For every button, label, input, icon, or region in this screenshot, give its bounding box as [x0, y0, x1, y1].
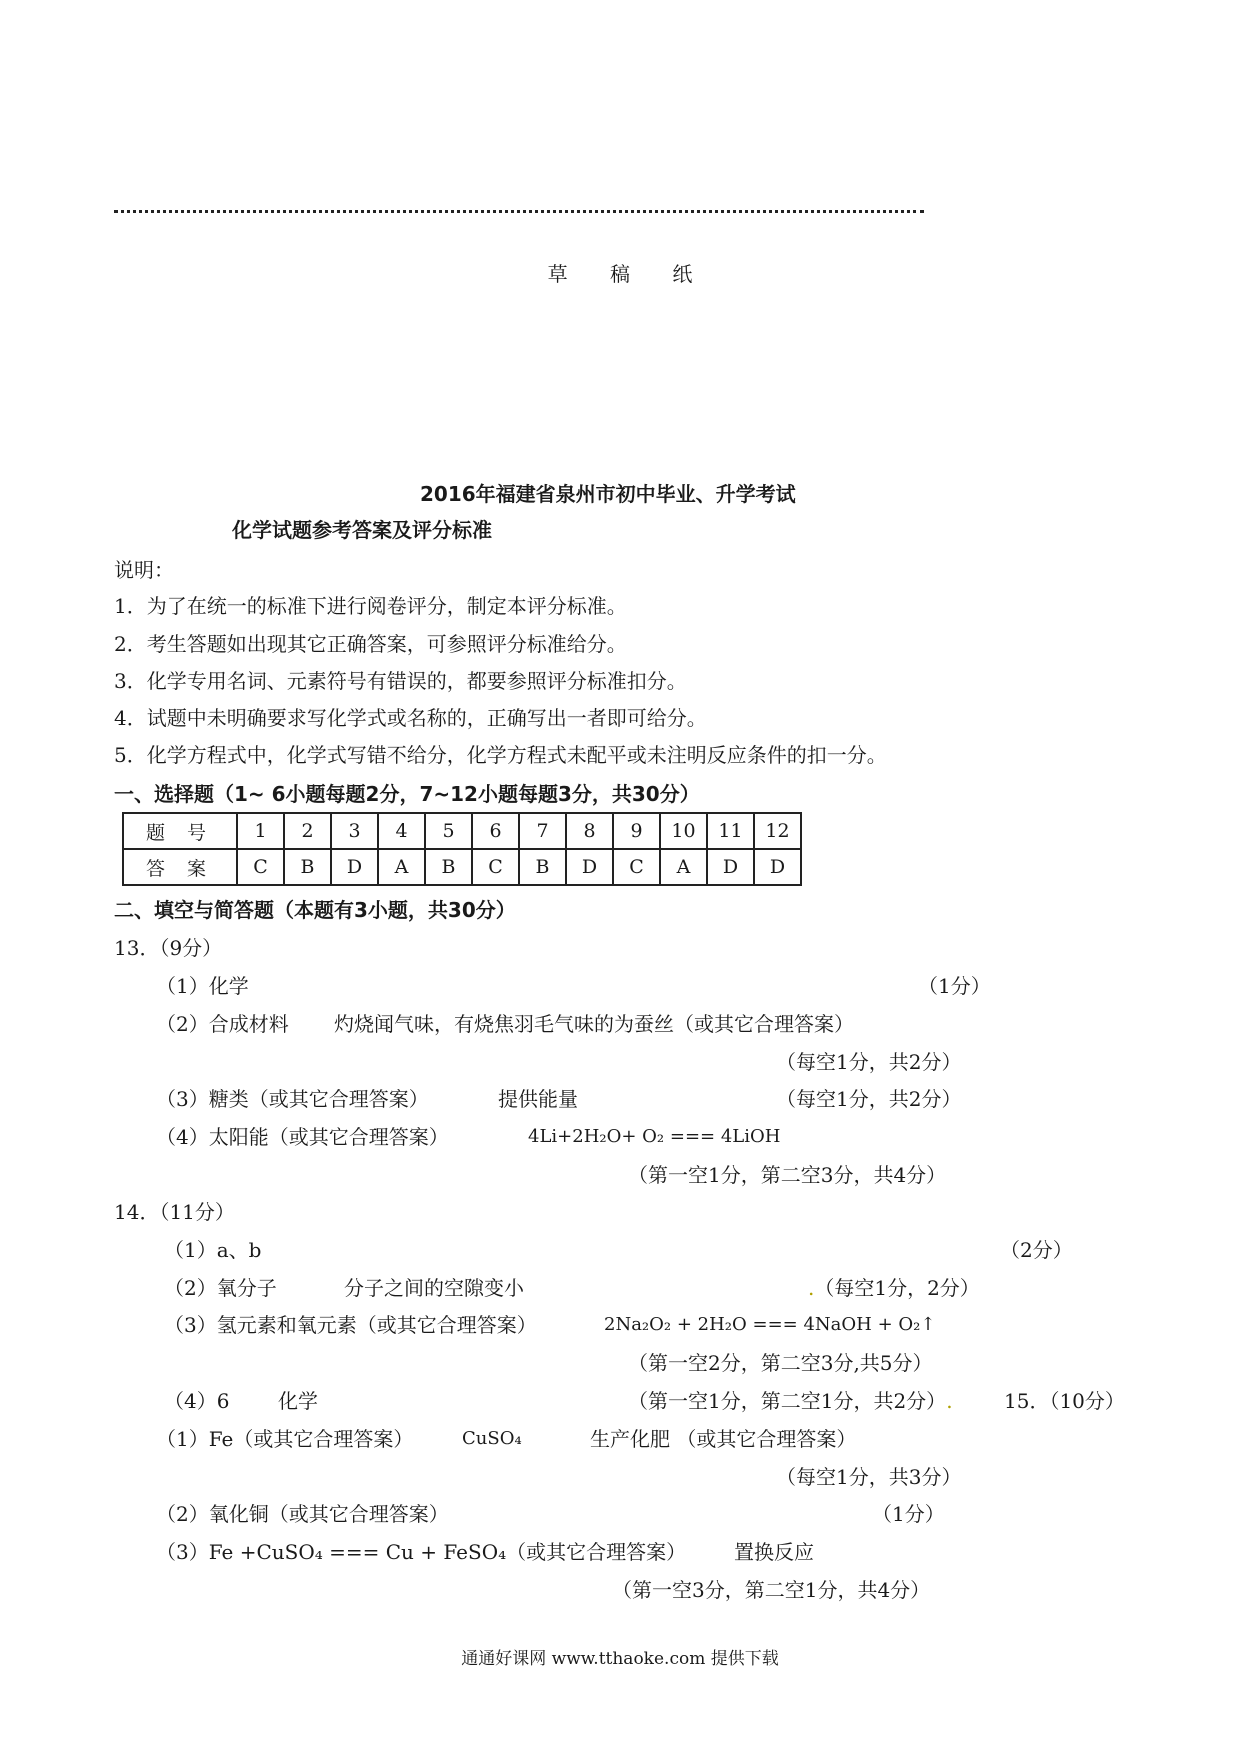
- q14-score: （2分）: [1000, 1238, 1073, 1262]
- q13-score: （每空1分，共2分）: [776, 1050, 962, 1074]
- stray-mark: .: [808, 1276, 815, 1300]
- answer-cell: C: [472, 849, 519, 885]
- question-number-cell: 5: [425, 813, 472, 849]
- dotted-divider: [114, 210, 924, 213]
- q15-score: （每空1分，共3分）: [776, 1465, 962, 1489]
- footer-credit: 通通好课网 www.tthaoke.com 提供下载: [461, 1649, 779, 1669]
- question-number-cell: 7: [519, 813, 566, 849]
- draft-title-char: 纸: [672, 262, 693, 286]
- q15-answer: CuSO₄: [462, 1428, 522, 1449]
- answer-cell: C: [237, 849, 284, 885]
- q14-answer: 化学: [278, 1389, 318, 1413]
- answer-cell: B: [284, 849, 331, 885]
- draft-title-char: 草: [547, 262, 568, 286]
- answer-cell: A: [660, 849, 707, 885]
- question-number-cell: 12: [754, 813, 801, 849]
- question-number-cell: 3: [331, 813, 378, 849]
- note-item: 2．考生答题如出现其它正确答案，可参照评分标准给分。: [114, 632, 627, 656]
- q15-answer: （2）氧化铜（或其它合理答案）: [156, 1502, 449, 1526]
- q13-answer: 提供能量: [498, 1087, 578, 1111]
- q13-number: 13．（9分）: [114, 936, 223, 960]
- q13-answer: （4）太阳能（或其它合理答案）: [156, 1125, 449, 1149]
- q14-answer: （3）氢元素和氧元素（或其它合理答案）: [164, 1313, 537, 1337]
- question-number-cell: 10: [660, 813, 707, 849]
- draft-title-char: 稿: [610, 262, 630, 286]
- answer-cell: C: [613, 849, 660, 885]
- q13-answer: 灼烧闻气味，有烧焦羽毛气味的为蚕丝（或其它合理答案）: [334, 1012, 854, 1036]
- q14-answer: 分子之间的空隙变小: [344, 1276, 524, 1300]
- q13-score: （第一空1分，第二空3分，共4分）: [628, 1163, 947, 1187]
- table-row: [123, 813, 801, 849]
- q14-answer: （4）6: [164, 1389, 230, 1413]
- answer-cell: A: [378, 849, 425, 885]
- note-item: 4．试题中未明确要求写化学式或名称的，正确写出一者即可给分。: [114, 706, 707, 730]
- q13-answer: （3）糖类（或其它合理答案）: [156, 1087, 429, 1111]
- note-item: 1．为了在统一的标准下进行阅卷评分，制定本评分标准。: [114, 594, 627, 618]
- q13-answer: （2）合成材料: [156, 1012, 289, 1036]
- q15-score: （第一空3分，第二空1分，共4分）: [612, 1578, 931, 1602]
- table-row: [123, 849, 801, 885]
- question-number-cell: 1: [237, 813, 284, 849]
- section2-heading: 二、填空与简答题（本题有3小题，共30分）: [114, 898, 516, 922]
- q14-score: [808, 1276, 980, 1300]
- question-number-cell: 2: [284, 813, 331, 849]
- notes-heading: 说明：: [114, 558, 174, 582]
- q14-equation: 2Na₂O₂ + 2H₂O === 4NaOH + O₂↑: [604, 1314, 936, 1335]
- q15-number: 15．（10分）: [1004, 1389, 1125, 1413]
- q15-answer: 生产化肥 （或其它合理答案）: [590, 1427, 857, 1451]
- document-title: 2016年福建省泉州市初中毕业、升学考试: [420, 482, 796, 506]
- q14-score-text: （第一空1分，第二空1分，共2分）: [628, 1389, 947, 1413]
- answer-cell: D: [566, 849, 613, 885]
- q14-score: （第一空2分，第二空3分,共5分）: [628, 1351, 933, 1375]
- question-number-cell: 8: [566, 813, 613, 849]
- question-number-cell: 6: [472, 813, 519, 849]
- q15-answer: （3）Fe +CuSO₄ === Cu + FeSO₄（或其它合理答案）: [156, 1540, 687, 1564]
- document-subtitle: 化学试题参考答案及评分标准: [232, 518, 492, 542]
- q14-answer: （2）氧分子: [164, 1276, 277, 1300]
- q15-answer: 置换反应: [734, 1540, 814, 1564]
- question-number-cell: 11: [707, 813, 754, 849]
- answer-cell: B: [519, 849, 566, 885]
- question-number-cell: 9: [613, 813, 660, 849]
- answer-cell: D: [707, 849, 754, 885]
- answer-cell: D: [754, 849, 801, 885]
- section1-heading: 一、选择题（1~ 6小题每题2分，7~12小题每题3分，共30分）: [114, 782, 700, 806]
- q14-answer: （1）a、b: [164, 1238, 262, 1262]
- question-number-cell: 4: [378, 813, 425, 849]
- q13-answer: （1）化学: [156, 974, 249, 998]
- q14-score: [628, 1389, 953, 1413]
- stray-mark: .: [946, 1389, 953, 1413]
- table-header-cell: 答 案: [123, 849, 237, 885]
- answer-cell: D: [331, 849, 378, 885]
- table-header-cell: 题 号: [123, 813, 237, 849]
- answer-table: [122, 812, 802, 886]
- q14-score-text: （每空1分，2分）: [814, 1276, 980, 1300]
- note-item: 5．化学方程式中，化学式写错不给分，化学方程式未配平或未注明反应条件的扣一分。: [114, 743, 887, 767]
- q14-number: 14．（11分）: [114, 1200, 235, 1224]
- q15-answer: （1）Fe（或其它合理答案）: [156, 1427, 414, 1451]
- answer-cell: B: [425, 849, 472, 885]
- note-item: 3．化学专用名词、元素符号有错误的，都要参照评分标准扣分。: [114, 669, 687, 693]
- q13-score: （1分）: [918, 974, 991, 998]
- draft-paper-title: [0, 258, 1240, 287]
- q13-equation: 4Li+2H₂O+ O₂ === 4LiOH: [528, 1126, 781, 1147]
- q15-score: （1分）: [872, 1502, 945, 1526]
- q13-score: （每空1分，共2分）: [776, 1087, 962, 1111]
